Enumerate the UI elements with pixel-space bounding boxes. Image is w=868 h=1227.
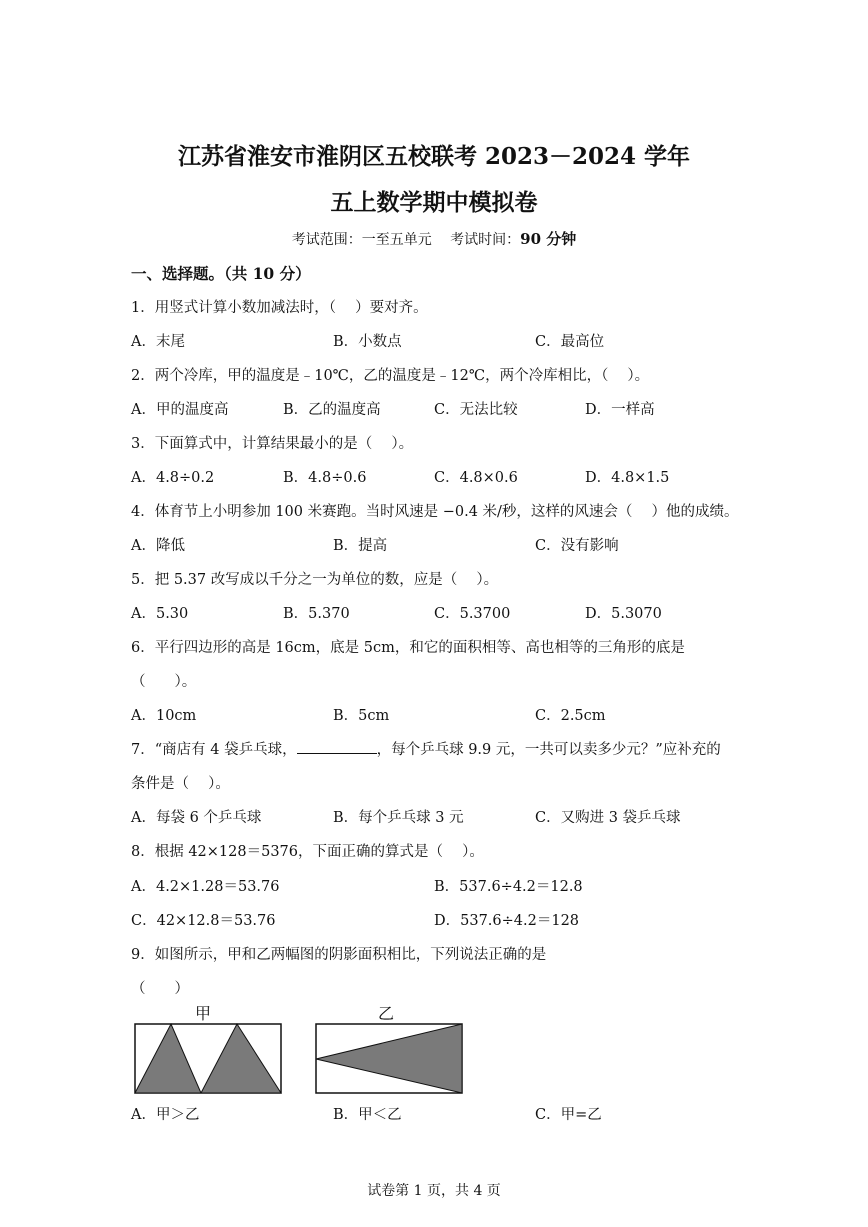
- section-heading: 一、选择题。（共 10 分）: [131, 264, 311, 283]
- q9-option-a: A．甲＞乙: [131, 1107, 200, 1123]
- question-1-stem: 1．用竖式计算小数加减法时，（ ）要对齐。: [131, 300, 428, 316]
- question-6-stem-cont: （ ）。: [131, 674, 197, 690]
- exam-scope: 考试范围：一至五单元 考试时间：: [291, 232, 521, 248]
- exam-meta: [0, 228, 868, 249]
- question-9-stem: 9．如图所示，甲和乙两幅图的阴影面积相比，下列说法正确的是: [131, 947, 547, 963]
- q4-option-a: A．降低: [131, 538, 185, 554]
- q1-option-a: A．末尾: [131, 334, 185, 350]
- q2-option-d: D．一样高: [585, 402, 655, 418]
- q8-option-a: A．4.2×1.28＝53.76: [131, 879, 280, 895]
- question-7-stem-cont: 条件是（ ）。: [131, 776, 230, 792]
- q5-option-a: A．5.30: [131, 606, 189, 622]
- exam-time: 90 分钟: [520, 230, 577, 248]
- figure-yi-label: 乙: [378, 1004, 395, 1023]
- q7-option-c: C．又购进 3 袋乒乓球: [535, 810, 681, 826]
- q9-option-b: B．甲＜乙: [333, 1107, 402, 1123]
- q3-option-d: D．4.8×1.5: [585, 470, 670, 486]
- question-6-stem: 6．平行四边形的高是 16cm，底是 5cm，和它的面积相等、高也相等的三角形的底是: [131, 640, 685, 656]
- q7-option-b: B．每个乒乓球 3 元: [333, 810, 464, 826]
- question-3-stem: 3．下面算式中，计算结果最小的是（ ）。: [131, 436, 414, 452]
- q5-option-b: B．5.370: [283, 606, 350, 622]
- q7-option-a: A．每袋 6 个乒乓球: [131, 810, 262, 826]
- q1-option-c: C．最高位: [535, 334, 605, 350]
- q8-option-c: C．42×12.8＝53.76: [131, 913, 276, 929]
- exam-title-line2: 五上数学期中模拟卷: [330, 189, 538, 216]
- q4-option-b: B．提高: [333, 538, 388, 554]
- q7-stem-part2: ，每个乒乓球 9.9 元，一共可以卖多少元？”应补充的: [376, 742, 721, 758]
- q3-option-c: C．4.8×0.6: [434, 470, 518, 486]
- q5-option-c: C．5.3700: [434, 606, 511, 622]
- figure-jia: [134, 1023, 282, 1094]
- q3-option-b: B．4.8÷0.6: [283, 470, 367, 486]
- exam-title-line1: 江苏省淮安市淮阴区五校联考 2023－2024 学年: [177, 143, 691, 170]
- q7-stem-part1: 7．“商店有 4 袋乒乓球，: [131, 742, 297, 758]
- q1-option-b: B．小数点: [333, 334, 402, 350]
- q6-option-b: B．5cm: [333, 708, 390, 724]
- q4-option-c: C．没有影响: [535, 538, 619, 554]
- question-7-stem: [131, 738, 721, 759]
- question-4-stem: 4．体育节上小明参加 100 米赛跑。当时风速是 −0.4 米/秒，这样的风速会（ ）他的成绩。: [131, 504, 739, 520]
- question-8-stem: 8．根据 42×128＝5376，下面正确的算式是（ ）。: [131, 844, 484, 860]
- q2-option-c: C．无法比较: [434, 402, 518, 418]
- q8-option-d: D．537.6÷4.2＝128: [434, 913, 580, 929]
- q8-option-b: B．537.6÷4.2＝12.8: [434, 879, 583, 895]
- q2-option-b: B．乙的温度高: [283, 402, 381, 418]
- q9-option-c: C．甲=乙: [535, 1107, 602, 1123]
- q2-option-a: A．甲的温度高: [131, 402, 229, 418]
- figure-jia-label: 甲: [195, 1004, 212, 1023]
- question-9-stem-cont: （ ）: [131, 981, 189, 997]
- figure-yi: [315, 1023, 463, 1094]
- q6-option-a: A．10cm: [131, 708, 197, 724]
- q7-answer-blank: [297, 739, 377, 754]
- q5-option-d: D．5.3070: [585, 606, 662, 622]
- page-footer: 试卷第 1 页，共 4 页: [367, 1183, 501, 1199]
- q6-option-c: C．2.5cm: [535, 708, 606, 724]
- q3-option-a: A．4.8÷0.2: [131, 470, 215, 486]
- question-5-stem: 5．把 5.37 改写成以千分之一为单位的数，应是（ ）。: [131, 572, 499, 588]
- question-2-stem: 2．两个冷库，甲的温度是﹣10℃，乙的温度是﹣12℃，两个冷库相比，（ ）。: [131, 368, 650, 384]
